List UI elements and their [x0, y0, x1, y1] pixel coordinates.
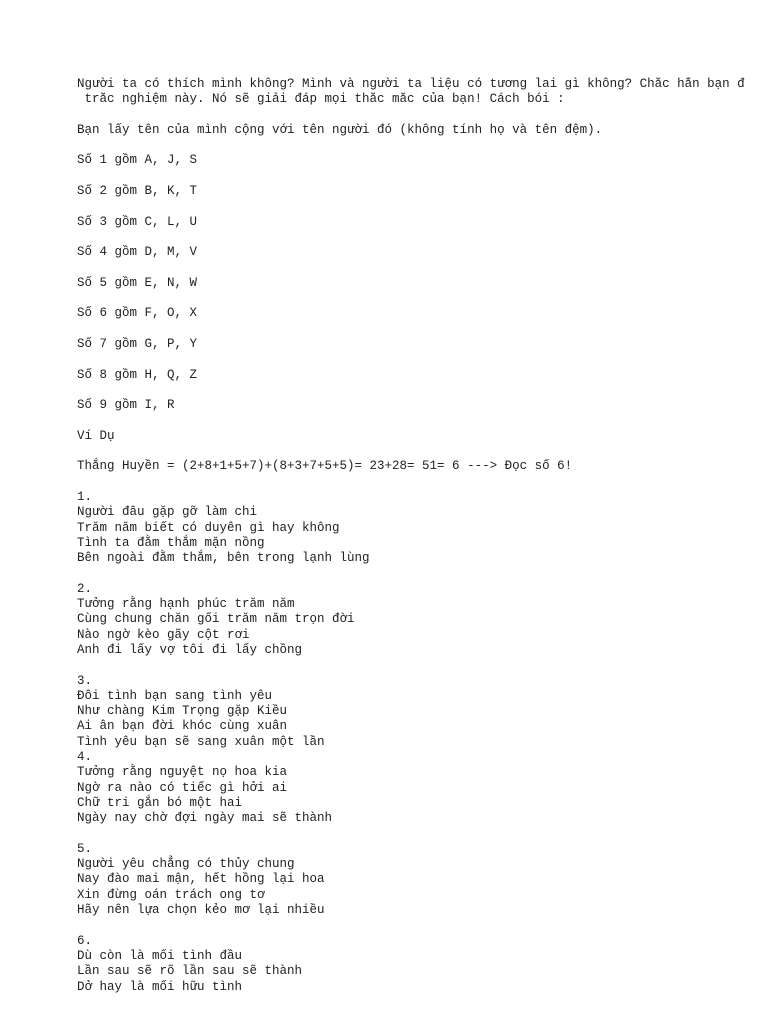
verse-line: Xin đừng oán trách ong tơ	[77, 887, 265, 902]
instruction-text: Bạn lấy tên của mình cộng với tên người đó (không tính họ và tên đệm).	[77, 122, 603, 137]
verse-line: Cùng chung chăn gối trăm năm trọn đời	[77, 612, 355, 627]
number-group-4: Số 4 gồm D, M, V	[77, 245, 198, 260]
intro-paragraph	[77, 77, 768, 108]
verse-line: Tưởng rằng hạnh phúc trăm năm	[77, 597, 295, 612]
verse-number: 3.	[77, 673, 93, 688]
verse-number: 5.	[77, 841, 93, 856]
example-calculation: Thắng Huyền = (2+8+1+5+7)+(8+3+7+5+5)= 23+28= 51= 6 ---> Đọc số 6!	[77, 459, 573, 474]
verse-line: Lần sau sẽ rõ lần sau sẽ thành	[77, 964, 303, 979]
verse-number: 4.	[77, 750, 93, 765]
verse-line: Ngày nay chờ đợi ngày mai sẽ thành	[77, 811, 333, 826]
verse-6	[77, 934, 768, 995]
verse-5	[77, 842, 768, 918]
verse-2	[77, 582, 768, 658]
verse-line: Hãy nên lựa chọn kẻo mơ lại nhiều	[77, 903, 325, 918]
number-group-6: Số 6 gồm F, O, X	[77, 306, 198, 321]
verse-line: Người đâu gặp gỡ làm chi	[77, 505, 258, 520]
verse-4	[77, 750, 768, 826]
verse-line: Tình yêu bạn sẽ sang xuân một lần	[77, 734, 325, 749]
verse-line: Nào ngờ kèo gãy cột rơi	[77, 627, 250, 642]
number-group-3: Số 3 gồm C, L, U	[77, 214, 198, 229]
number-group-8: Số 8 gồm H, Q, Z	[77, 367, 198, 382]
intro-line-2: trắc nghiệm này. Nó sẽ giải đáp mọi thắc mắc của bạn! Cách bói :	[77, 92, 565, 107]
verse-line: Ngờ ra nào có tiếc gì hởi ai	[77, 780, 288, 795]
verse-line: Tình ta đằm thắm mặn nồng	[77, 535, 265, 550]
number-group-2: Số 2 gồm B, K, T	[77, 184, 198, 199]
number-group-9: Số 9 gồm I, R	[77, 398, 175, 413]
verse-line: Tưởng rằng nguyệt nọ hoa kia	[77, 765, 288, 780]
intro-line-1: Người ta có thích mình không? Mình và người ta liệu có tương lai gì không? Chắc hẳn bạn đ	[77, 77, 745, 91]
verse-1	[77, 490, 768, 566]
verse-3	[77, 674, 768, 750]
verse-line: Chữ tri gắn bó một hai	[77, 795, 243, 810]
verse-line: Anh đi lấy vợ tôi đi lấy chồng	[77, 642, 303, 657]
verse-number: 1.	[77, 490, 93, 505]
verse-line: Nay đào mai mận, hết hồng lại hoa	[77, 872, 325, 887]
verse-line: Trăm năm biết có duyên gì hay không	[77, 520, 340, 535]
verse-line: Như chàng Kim Trọng gặp Kiều	[77, 704, 288, 719]
verse-line: Đôi tình bạn sang tình yêu	[77, 688, 273, 703]
verse-number: 2.	[77, 581, 93, 596]
example-label: Ví Dụ	[77, 428, 115, 443]
verse-line: Người yêu chẳng có thủy chung	[77, 857, 295, 872]
document-page	[77, 77, 768, 995]
verse-line: Bên ngoài đằm thắm, bên trong lạnh lùng	[77, 551, 370, 566]
number-group-7: Số 7 gồm G, P, Y	[77, 337, 198, 352]
verse-number: 6.	[77, 933, 93, 948]
number-group-5: Số 5 gồm E, N, W	[77, 275, 198, 290]
verse-line: Dù còn là mối tình đầu	[77, 948, 243, 963]
number-group-1: Số 1 gồm A, J, S	[77, 153, 198, 168]
verse-line: Dở hay là mối hữu tình	[77, 979, 243, 994]
verse-line: Ai ân bạn đời khóc cùng xuân	[77, 719, 288, 734]
